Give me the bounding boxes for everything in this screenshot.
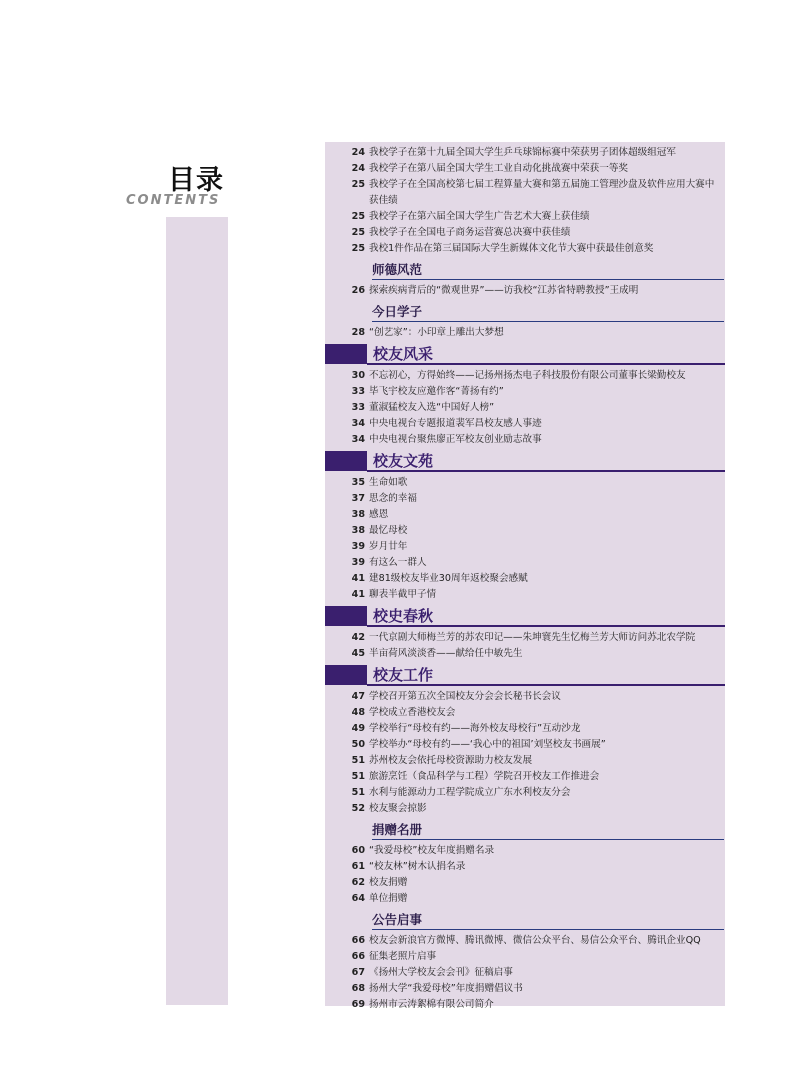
toc-entry-title: 聊表半截甲子情: [369, 589, 437, 600]
toc-entry[interactable]: [325, 933, 725, 949]
toc-entry[interactable]: [325, 721, 725, 737]
toc-entry[interactable]: [325, 507, 725, 523]
toc-entry[interactable]: [325, 859, 725, 875]
toc-entry[interactable]: [325, 646, 725, 662]
page-subtitle: CONTENTS: [126, 193, 221, 208]
toc-page-number: 51: [351, 771, 365, 782]
toc-section-title: 今日学子: [372, 302, 724, 322]
toc-entry-title: 我校学子在第十九届全国大学生乒乓球锦标赛中荣获男子团体超级组冠军: [369, 147, 676, 158]
toc-entry-title: 建81级校友毕业30周年返校聚会感赋: [369, 573, 528, 584]
toc-page-number: 25: [351, 243, 365, 254]
toc-entry[interactable]: [325, 753, 725, 769]
toc-entry[interactable]: [325, 368, 725, 384]
toc-section-title: 校友文苑: [367, 450, 725, 472]
toc-page-number: 45: [351, 648, 365, 659]
toc-entry-title: 旅游烹饪（食品科学与工程）学院召开校友工作推进会: [369, 771, 600, 782]
toc-entry-title: 学校成立香港校友会: [369, 707, 456, 718]
toc-entry[interactable]: [325, 571, 725, 587]
toc-page-number: 51: [351, 787, 365, 798]
toc-page-number: 25: [351, 227, 365, 238]
toc-entry[interactable]: [325, 491, 725, 507]
toc-entry-title: 学校召开第五次全国校友分会会长秘书长会议: [369, 691, 561, 702]
toc-entry-title: 学校举行“母校有约——海外校友母校行”互动沙龙: [369, 723, 581, 734]
toc-page-number: 38: [351, 509, 365, 520]
toc-entry-title: “我爱母校”校友年度捐赠名录: [369, 845, 495, 856]
toc-entry-title: 扬州大学“我爱母校”年度捐赠倡议书: [369, 983, 523, 994]
toc-entry[interactable]: [325, 737, 725, 753]
toc-page-number: 62: [351, 877, 365, 888]
toc-page-number: 67: [351, 967, 365, 978]
toc-page-number: 50: [351, 739, 365, 750]
toc-page-number: 48: [351, 707, 365, 718]
section-marker: [325, 344, 367, 364]
toc-entry-title: 校友聚会掠影: [369, 803, 427, 814]
toc-page-number: 35: [351, 477, 365, 488]
toc-entry-title: 校友捐赠: [369, 877, 408, 888]
toc-entry-title: 感恩: [369, 509, 389, 520]
toc-entry[interactable]: [325, 875, 725, 891]
toc-page-number: 52: [351, 803, 365, 814]
toc-entry[interactable]: [325, 801, 725, 817]
toc-entry[interactable]: [325, 177, 725, 209]
toc-entry-title: 校友会新浪官方微博、腾讯微博、微信公众平台、易信公众平台、腾讯企业QQ: [369, 935, 701, 946]
toc-entry-title: 我校学子在全国高校第七届工程算量大赛和第五届施工管理沙盘及软件应用大赛中获佳绩: [369, 179, 715, 206]
toc-entry-title: 我校学子在全国电子商务运营赛总决赛中获佳绩: [369, 227, 571, 238]
toc-entry[interactable]: [325, 400, 725, 416]
section-marker: [325, 451, 367, 471]
toc-page-number: 33: [351, 402, 365, 413]
toc-page-number: 61: [351, 861, 365, 872]
section-marker: [325, 665, 367, 685]
toc-entry-title: 最忆母校: [369, 525, 408, 536]
toc-entry-title: 《扬州大学校友会会刊》征稿启事: [369, 967, 513, 978]
toc-page-number: 39: [351, 541, 365, 552]
toc-entry[interactable]: [325, 209, 725, 225]
toc-entry-title: 董淑猛校友入选“中国好人榜”: [369, 402, 495, 413]
toc-entry[interactable]: [325, 949, 725, 965]
toc-entry-title: 扬州市云涛絮棉有限公司简介: [369, 999, 494, 1010]
toc-entry-title: 有这么一群人: [369, 557, 427, 568]
toc-page-number: 68: [351, 983, 365, 994]
toc-entry-title: 我校学子在第八届全国大学生工业自动化挑战赛中荣获一等奖: [369, 163, 629, 174]
toc-entry-title: 中央电视台聚焦廖正军校友创业励志故事: [369, 434, 542, 445]
toc-entry-title: 一代京剧大师梅兰芳的苏农印记——朱坤寰先生忆梅兰芳大师访问苏北农学院: [369, 632, 696, 643]
toc-entry[interactable]: [325, 843, 725, 859]
page-title: 目录: [168, 165, 224, 196]
toc-entry[interactable]: [325, 384, 725, 400]
toc-entry[interactable]: [325, 689, 725, 705]
toc-entry-title: “创艺家”：小印章上雕出大梦想: [369, 327, 504, 338]
toc-page-number: 30: [351, 370, 365, 381]
toc-entry-title: 生命如歌: [369, 477, 408, 488]
toc-page-number: 60: [351, 845, 365, 856]
toc-entry-title: 岁月廿年: [369, 541, 408, 552]
toc-page-number: 24: [351, 163, 365, 174]
toc-entry[interactable]: [325, 630, 725, 646]
toc-entry-title: 水利与能源动力工程学院成立广东水利校友分会: [369, 787, 571, 798]
toc-page-number: 41: [351, 589, 365, 600]
toc-entry[interactable]: [325, 432, 725, 448]
toc-entry[interactable]: [325, 225, 725, 241]
toc-entry[interactable]: [325, 785, 725, 801]
toc-page-number: 41: [351, 573, 365, 584]
toc-section-title: 校友工作: [367, 664, 725, 686]
toc-page-number: 66: [351, 951, 365, 962]
toc-section-title: 校友风采: [367, 343, 725, 365]
toc-page-number: 64: [351, 893, 365, 904]
toc-section-header: [325, 450, 725, 472]
toc-page-number: 28: [351, 327, 365, 338]
toc-section-header: [325, 343, 725, 365]
toc-section-title: 校史春秋: [367, 605, 725, 627]
toc-entry-title: 不忘初心，方得始终——记扬州扬杰电子科技股份有限公司董事长梁勤校友: [369, 370, 686, 381]
toc-page-number: 42: [351, 632, 365, 643]
toc-page-number: 66: [351, 935, 365, 946]
toc-entry-title: 学校举办“母校有约——‘我心中的祖国’刘坚校友书画展”: [369, 739, 606, 750]
toc-entry-title: 中央电视台专题报道裴军昌校友感人事迹: [369, 418, 542, 429]
toc-entry[interactable]: [325, 539, 725, 555]
toc-page-number: 26: [351, 285, 365, 296]
toc-page-number: 38: [351, 525, 365, 536]
toc-entry[interactable]: [325, 555, 725, 571]
section-marker: [325, 606, 367, 626]
toc-page-number: 47: [351, 691, 365, 702]
toc-entry[interactable]: [325, 325, 725, 341]
toc-entry[interactable]: [325, 416, 725, 432]
toc-entry[interactable]: [325, 161, 725, 177]
toc-entry[interactable]: [325, 965, 725, 981]
toc-entry[interactable]: [325, 997, 725, 1013]
toc-page-number: 69: [351, 999, 365, 1010]
toc-entry[interactable]: [325, 145, 725, 161]
toc-entry-title: 我校学子在第六届全国大学生广告艺术大赛上获佳绩: [369, 211, 590, 222]
toc-entry[interactable]: [325, 891, 725, 907]
toc-entry[interactable]: [325, 981, 725, 997]
toc-page-number: 34: [351, 418, 365, 429]
toc-page-number: 49: [351, 723, 365, 734]
toc-page-number: 37: [351, 493, 365, 504]
toc-entry-title: 征集老照片启事: [369, 951, 437, 962]
toc-section-title: 师德风范: [372, 260, 724, 280]
toc-entry-title: 半亩荷风淡淡香——献给任中敏先生: [369, 648, 523, 659]
toc-entry-title: 我校1件作品在第三届国际大学生新媒体文化节大赛中获最佳创意奖: [369, 243, 654, 254]
toc-entry-title: 毕飞宇校友应邀作客“菁扬有约”: [369, 386, 504, 397]
toc-entry-title: 探索疾病背后的“微观世界”——访我校“江苏省特聘教授”王成明: [369, 285, 639, 296]
toc-entry-title: 单位捐赠: [369, 893, 408, 904]
toc-page-number: 51: [351, 755, 365, 766]
decorative-band: [166, 217, 228, 1005]
toc-entry[interactable]: [325, 475, 725, 491]
toc-panel: [325, 142, 725, 1010]
toc-entry-title: “校友林”树木认捐名录: [369, 861, 466, 872]
toc-section-title: 公告启事: [372, 910, 724, 930]
toc-page-number: 39: [351, 557, 365, 568]
toc-page-number: 25: [351, 211, 365, 222]
toc-entry[interactable]: [325, 241, 725, 257]
toc-page-number: 34: [351, 434, 365, 445]
toc-section-header: [325, 664, 725, 686]
toc-page-number: 33: [351, 386, 365, 397]
toc-entry[interactable]: [325, 283, 725, 299]
toc-entry[interactable]: [325, 587, 725, 603]
toc-section-header: [325, 605, 725, 627]
toc-entry[interactable]: [325, 705, 725, 721]
toc-section-title: 捐赠名册: [372, 820, 724, 840]
toc-page-number: 25: [351, 179, 365, 190]
toc-entry-title: 思念的幸福: [369, 493, 417, 504]
toc-page-number: 24: [351, 147, 365, 158]
toc-entry-title: 苏州校友会依托母校资源助力校友发展: [369, 755, 533, 766]
toc-entry[interactable]: [325, 523, 725, 539]
toc-entry[interactable]: [325, 769, 725, 785]
